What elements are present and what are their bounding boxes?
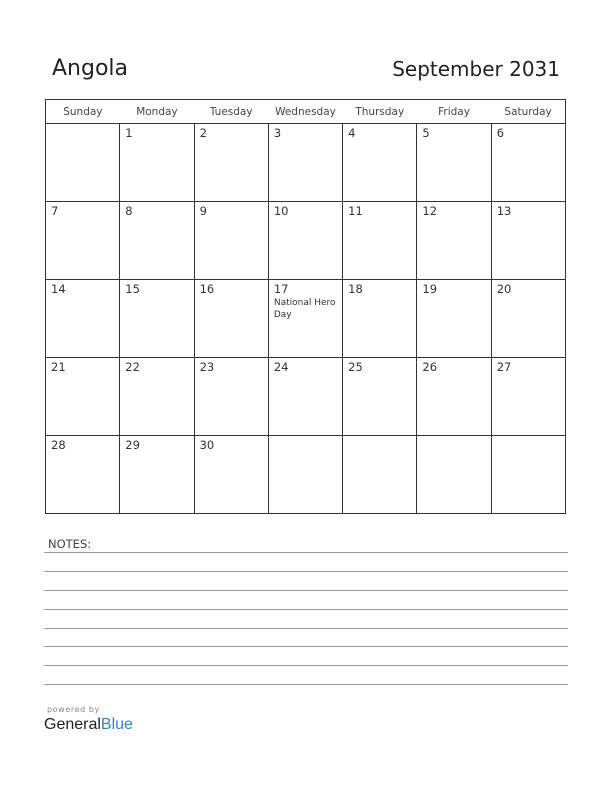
weekday-header: Friday [417,100,491,124]
calendar-body [46,124,566,514]
logo-blue: Blue [100,716,133,733]
day-cell[interactable] [268,202,342,280]
day-number: 15 [125,282,140,296]
note-line [44,590,568,591]
day-cell[interactable] [417,280,491,358]
week-row [46,202,566,280]
day-cell[interactable] [343,358,417,436]
day-number: 3 [273,126,282,140]
powered-by-text: powered by [47,705,100,714]
day-cell[interactable] [268,124,342,202]
day-cell[interactable] [46,202,120,280]
day-cell[interactable] [194,358,268,436]
logo-general: General [44,716,101,733]
day-number: 17 [273,282,289,296]
day-number: 25 [348,360,363,374]
day-cell[interactable] [194,436,268,514]
day-cell[interactable] [268,280,342,358]
day-number: 18 [348,282,363,296]
day-cell[interactable] [194,202,268,280]
day-number: 19 [422,282,438,296]
day-number: 2 [199,126,207,140]
day-cell[interactable] [491,202,565,280]
week-row [46,280,566,358]
holiday-label: National Hero Day [273,298,336,320]
day-cell[interactable] [120,358,194,436]
day-number: 24 [273,360,289,374]
note-line [44,628,568,629]
day-cell[interactable] [491,124,565,202]
day-cell[interactable] [194,124,268,202]
country-title: Angola [52,56,129,81]
day-cell[interactable] [417,202,491,280]
day-number: 8 [125,204,133,218]
note-line [44,609,568,610]
day-number: 14 [51,282,66,296]
day-cell[interactable] [46,436,120,514]
day-cell[interactable] [491,436,565,514]
note-line [44,684,568,685]
week-row [46,124,566,202]
day-number: 5 [422,126,430,140]
week-row [46,436,566,514]
day-number: 7 [51,204,59,218]
week-row [46,358,566,436]
day-number: 20 [496,282,512,296]
day-cell[interactable] [343,436,417,514]
day-number: 27 [496,360,512,374]
day-number: 12 [422,204,438,218]
note-line [44,552,568,553]
day-cell[interactable] [120,280,194,358]
day-cell[interactable] [417,436,491,514]
day-number: 10 [273,204,289,218]
weekday-header: Thursday [343,100,417,124]
day-number: 4 [348,126,356,140]
generalblue-logo[interactable] [44,716,133,734]
note-line [44,665,568,666]
weekday-header: Sunday [46,100,120,124]
day-number: 23 [199,360,215,374]
weekday-header: Saturday [491,100,565,124]
day-cell[interactable] [343,124,417,202]
day-cell[interactable] [120,202,194,280]
day-number: 13 [496,204,512,218]
weekday-header: Tuesday [194,100,268,124]
notes-label: NOTES: [48,537,92,551]
day-cell[interactable] [417,358,491,436]
day-number: 1 [125,126,133,140]
day-cell[interactable] [194,280,268,358]
calendar-grid [45,99,566,514]
day-cell[interactable] [417,124,491,202]
day-cell[interactable] [120,124,194,202]
day-number: 22 [125,360,140,374]
note-line [44,646,568,647]
day-number: 21 [51,360,66,374]
day-cell[interactable] [120,436,194,514]
day-cell[interactable] [46,280,120,358]
weekday-header: Wednesday [268,100,342,124]
day-number: 28 [51,438,66,452]
day-cell[interactable] [46,358,120,436]
day-number: 6 [496,126,505,140]
day-number: 16 [199,282,215,296]
day-cell[interactable] [268,358,342,436]
day-number: 30 [199,438,215,452]
day-cell[interactable] [343,280,417,358]
day-cell[interactable] [268,436,342,514]
day-cell[interactable] [491,280,565,358]
day-cell[interactable] [46,124,120,202]
weekday-header: Monday [120,100,194,124]
day-number: 26 [422,360,438,374]
weekday-header-row [46,100,566,124]
day-number: 9 [199,204,207,218]
day-number: 11 [348,204,363,218]
note-line [44,571,568,572]
day-number: 29 [125,438,140,452]
day-cell[interactable] [491,358,565,436]
day-cell[interactable] [343,202,417,280]
month-title: September 2031 [392,57,560,81]
